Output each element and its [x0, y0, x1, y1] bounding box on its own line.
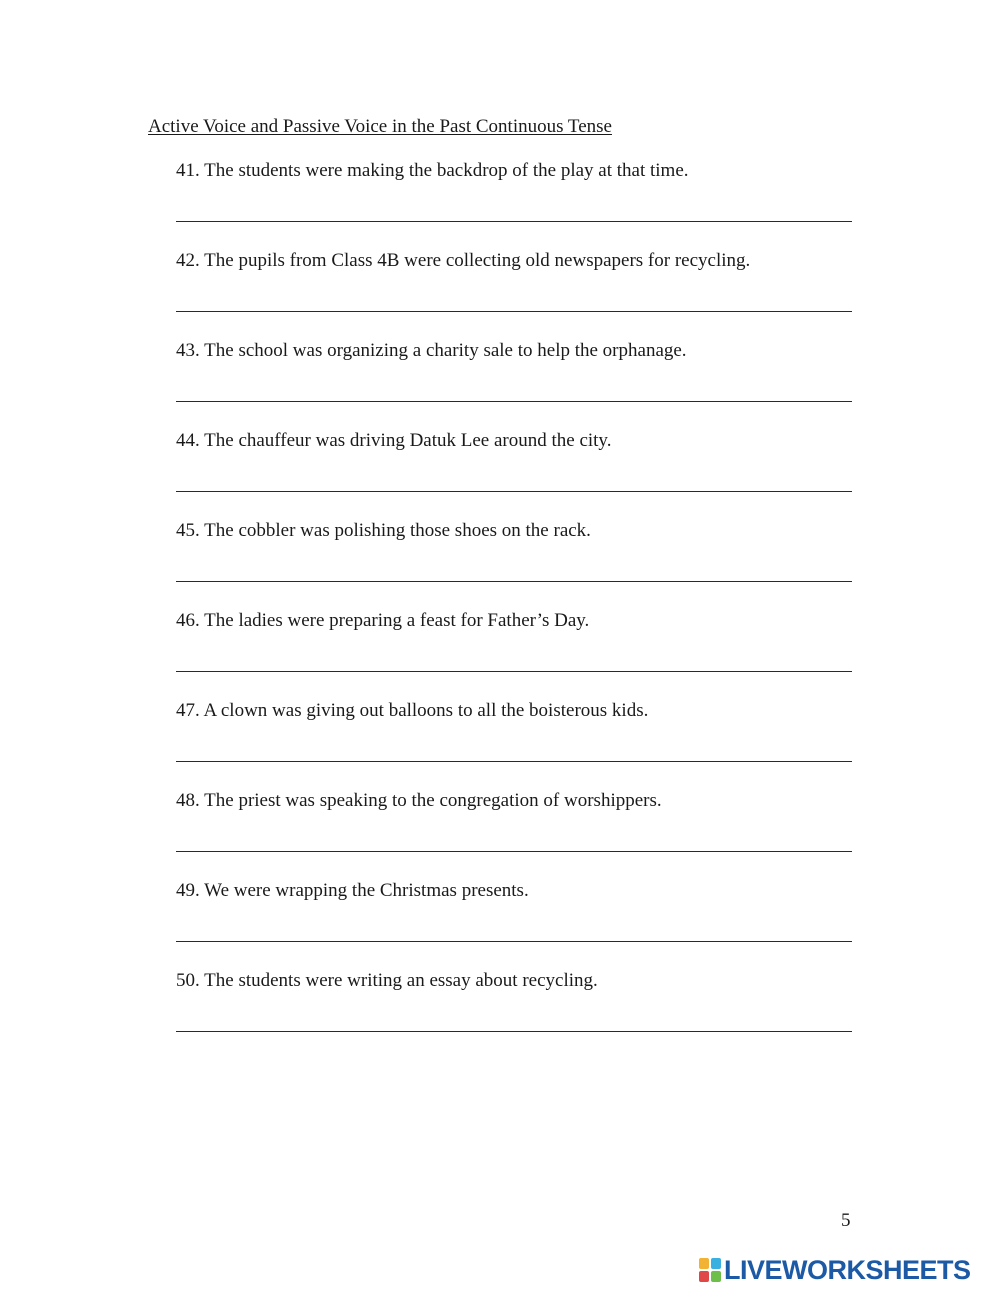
answer-line-44[interactable] [176, 491, 852, 492]
page-number: 5 [841, 1210, 851, 1231]
answer-line-50[interactable] [176, 1031, 852, 1032]
question-45 [176, 520, 852, 610]
question-41 [176, 160, 852, 250]
question-text: 50. The students were writing an essay about recycling. [176, 970, 598, 991]
question-text: 45. The cobbler was polishing those shoes on the rack. [176, 520, 591, 541]
answer-line-42[interactable] [176, 311, 852, 312]
question-text: 48. The priest was speaking to the congregation of worshippers. [176, 790, 662, 811]
answer-line-46[interactable] [176, 671, 852, 672]
question-47 [176, 700, 852, 790]
answer-line-43[interactable] [176, 401, 852, 402]
answer-line-49[interactable] [176, 941, 852, 942]
question-50 [176, 970, 852, 1060]
question-text: 46. The ladies were preparing a feast for Father’s Day. [176, 610, 590, 631]
liveworksheets-logo[interactable] [698, 1255, 971, 1285]
question-42 [176, 250, 852, 340]
answer-line-45[interactable] [176, 581, 852, 582]
answer-line-41[interactable] [176, 221, 852, 222]
question-text: 44. The chauffeur was driving Datuk Lee around the city. [176, 430, 612, 451]
answer-line-48[interactable] [176, 851, 852, 852]
question-43 [176, 340, 852, 430]
question-text: 42. The pupils from Class 4B were collecting old newspapers for recycling. [176, 250, 751, 271]
liveworksheets-wordmark: LIVEWORKSHEETS [724, 1254, 971, 1285]
question-49 [176, 880, 852, 970]
worksheet-title: Active Voice and Passive Voice in the Past Continuous Tense [148, 116, 612, 137]
question-text: 41. The students were making the backdrop of the play at that time. [176, 160, 689, 181]
liveworksheets-icon [698, 1257, 722, 1283]
question-text: 47. A clown was giving out balloons to all the boisterous kids. [176, 700, 649, 721]
question-48 [176, 790, 852, 880]
question-46 [176, 610, 852, 700]
question-text: 43. The school was organizing a charity sale to help the orphanage. [176, 340, 687, 361]
question-44 [176, 430, 852, 520]
question-text: 49. We were wrapping the Christmas presents. [176, 880, 529, 901]
answer-line-47[interactable] [176, 761, 852, 762]
